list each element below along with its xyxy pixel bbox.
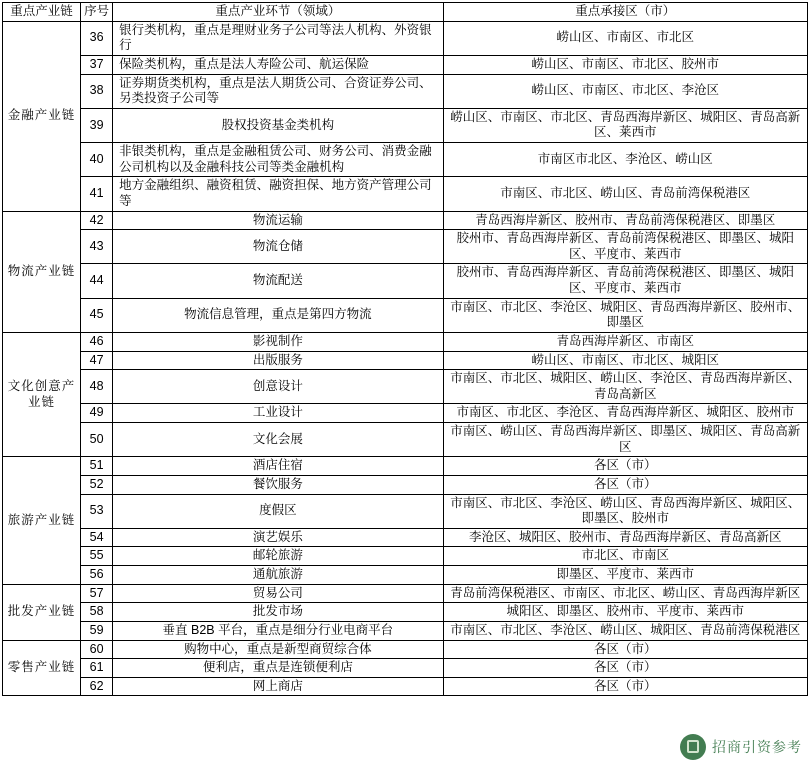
chain-cell: 物流产业链 — [3, 211, 81, 332]
watermark-text: 招商引资参考 — [712, 739, 802, 755]
link-cell: 创意设计 — [113, 370, 443, 404]
link-cell: 演艺娱乐 — [113, 528, 443, 547]
chain-cell: 旅游产业链 — [3, 457, 81, 584]
area-cell: 市南区、市北区、李沧区、崂山区、城阳区、青岛前湾保税港区 — [443, 621, 807, 640]
table-row — [3, 74, 808, 108]
area-cell: 青岛前湾保税港区、市南区、市北区、崂山区、青岛西海岸新区 — [443, 584, 807, 603]
area-cell: 市南区、市北区、李沧区、崂山区、青岛西海岸新区、城阳区、即墨区、胶州市 — [443, 494, 807, 528]
link-cell: 贸易公司 — [113, 584, 443, 603]
area-cell: 各区（市） — [443, 677, 807, 696]
seq-cell: 41 — [81, 177, 113, 211]
table-row — [3, 423, 808, 457]
table-row — [3, 177, 808, 211]
area-cell: 各区（市） — [443, 640, 807, 659]
link-cell: 购物中心，重点是新型商贸综合体 — [113, 640, 443, 659]
seq-cell: 45 — [81, 298, 113, 332]
area-cell: 各区（市） — [443, 475, 807, 494]
table-row — [3, 108, 808, 142]
seq-cell: 51 — [81, 457, 113, 476]
seq-cell: 59 — [81, 621, 113, 640]
seq-cell: 61 — [81, 659, 113, 678]
seq-cell: 42 — [81, 211, 113, 230]
area-cell: 崂山区、市南区、市北区、胶州市 — [443, 55, 807, 74]
seq-cell: 62 — [81, 677, 113, 696]
area-cell: 各区（市） — [443, 457, 807, 476]
area-cell: 崂山区、市南区、市北区 — [443, 21, 807, 55]
seq-cell: 60 — [81, 640, 113, 659]
seq-cell: 49 — [81, 404, 113, 423]
seq-cell: 52 — [81, 475, 113, 494]
table-row — [3, 55, 808, 74]
header-chain: 重点产业链 — [3, 3, 81, 22]
table-row — [3, 332, 808, 351]
header-area: 重点承接区（市） — [443, 3, 807, 22]
table-row — [3, 264, 808, 298]
table-row — [3, 21, 808, 55]
seq-cell: 53 — [81, 494, 113, 528]
table-row — [3, 621, 808, 640]
seq-cell: 37 — [81, 55, 113, 74]
table-body — [3, 21, 808, 696]
area-cell: 市南区、市北区、李沧区、城阳区、青岛西海岸新区、胶州市、即墨区 — [443, 298, 807, 332]
link-cell: 批发市场 — [113, 603, 443, 622]
link-cell: 物流运输 — [113, 211, 443, 230]
table-row — [3, 603, 808, 622]
area-cell: 即墨区、平度市、莱西市 — [443, 566, 807, 585]
link-cell: 工业设计 — [113, 404, 443, 423]
table-row — [3, 547, 808, 566]
chain-cell: 零售产业链 — [3, 640, 81, 696]
table-row — [3, 475, 808, 494]
link-cell: 银行类机构，重点是理财业务子公司等法人机构、外资银行 — [113, 21, 443, 55]
watermark-logo-icon — [680, 734, 706, 760]
header-seq: 序号 — [81, 3, 113, 22]
table-header-row — [3, 3, 808, 22]
link-cell: 文化会展 — [113, 423, 443, 457]
link-cell: 度假区 — [113, 494, 443, 528]
link-cell: 物流配送 — [113, 264, 443, 298]
link-cell: 垂直 B2B 平台，重点是细分行业电商平台 — [113, 621, 443, 640]
link-cell: 保险类机构，重点是法人寿险公司、航运保险 — [113, 55, 443, 74]
link-cell: 地方金融组织、融资租赁、融资担保、地方资产管理公司等 — [113, 177, 443, 211]
link-cell: 通航旅游 — [113, 566, 443, 585]
table-row — [3, 143, 808, 177]
industry-chain-table — [2, 2, 808, 696]
area-cell: 崂山区、市南区、市北区、李沧区 — [443, 74, 807, 108]
area-cell: 各区（市） — [443, 659, 807, 678]
link-cell: 物流信息管理，重点是第四方物流 — [113, 298, 443, 332]
table-row — [3, 659, 808, 678]
area-cell: 青岛西海岸新区、市南区 — [443, 332, 807, 351]
chain-cell: 批发产业链 — [3, 584, 81, 640]
seq-cell: 47 — [81, 351, 113, 370]
table-row — [3, 494, 808, 528]
link-cell: 便利店，重点是连锁便利店 — [113, 659, 443, 678]
seq-cell: 55 — [81, 547, 113, 566]
area-cell: 胶州市、青岛西海岸新区、青岛前湾保税港区、即墨区、城阳区、平度市、莱西市 — [443, 264, 807, 298]
seq-cell: 43 — [81, 230, 113, 264]
seq-cell: 57 — [81, 584, 113, 603]
link-cell: 证券期货类机构，重点是法人期货公司、合资证券公司、另类投资子公司等 — [113, 74, 443, 108]
area-cell: 市北区、市南区 — [443, 547, 807, 566]
link-cell: 影视制作 — [113, 332, 443, 351]
link-cell: 酒店住宿 — [113, 457, 443, 476]
seq-cell: 39 — [81, 108, 113, 142]
table-row — [3, 528, 808, 547]
chain-cell: 金融产业链 — [3, 21, 81, 211]
seq-cell: 50 — [81, 423, 113, 457]
seq-cell: 46 — [81, 332, 113, 351]
seq-cell: 40 — [81, 143, 113, 177]
seq-cell: 38 — [81, 74, 113, 108]
seq-cell: 56 — [81, 566, 113, 585]
table-row — [3, 677, 808, 696]
table-row — [3, 404, 808, 423]
link-cell: 物流仓储 — [113, 230, 443, 264]
link-cell: 股权投资基金类机构 — [113, 108, 443, 142]
link-cell: 邮轮旅游 — [113, 547, 443, 566]
watermark — [680, 734, 802, 760]
area-cell: 市南区、市北区、李沧区、青岛西海岸新区、城阳区、胶州市 — [443, 404, 807, 423]
seq-cell: 44 — [81, 264, 113, 298]
table-row — [3, 566, 808, 585]
seq-cell: 54 — [81, 528, 113, 547]
link-cell: 非银类机构，重点是金融租赁公司、财务公司、消费金融公司机构以及金融科技公司等类金融机构 — [113, 143, 443, 177]
table-row — [3, 457, 808, 476]
table-row — [3, 211, 808, 230]
seq-cell: 48 — [81, 370, 113, 404]
table-row — [3, 351, 808, 370]
chain-cell: 文化创意产业链 — [3, 332, 81, 456]
area-cell: 崂山区、市南区、市北区、城阳区 — [443, 351, 807, 370]
area-cell: 市南区、崂山区、青岛西海岸新区、即墨区、城阳区、青岛高新区 — [443, 423, 807, 457]
seq-cell: 36 — [81, 21, 113, 55]
header-link: 重点产业环节（领域） — [113, 3, 443, 22]
seq-cell: 58 — [81, 603, 113, 622]
area-cell: 市南区、市北区、崂山区、青岛前湾保税港区 — [443, 177, 807, 211]
area-cell: 胶州市、青岛西海岸新区、青岛前湾保税港区、即墨区、城阳区、平度市、莱西市 — [443, 230, 807, 264]
area-cell: 青岛西海岸新区、胶州市、青岛前湾保税港区、即墨区 — [443, 211, 807, 230]
table-row — [3, 298, 808, 332]
area-cell: 市南区、市北区、城阳区、崂山区、李沧区、青岛西海岸新区、青岛高新区 — [443, 370, 807, 404]
area-cell: 崂山区、市南区、市北区、青岛西海岸新区、城阳区、青岛高新区、莱西市 — [443, 108, 807, 142]
area-cell: 李沧区、城阳区、胶州市、青岛西海岸新区、青岛高新区 — [443, 528, 807, 547]
link-cell: 出版服务 — [113, 351, 443, 370]
link-cell: 餐饮服务 — [113, 475, 443, 494]
table-row — [3, 640, 808, 659]
table-row — [3, 584, 808, 603]
area-cell: 城阳区、即墨区、胶州市、平度市、莱西市 — [443, 603, 807, 622]
table-row — [3, 370, 808, 404]
table-row — [3, 230, 808, 264]
link-cell: 网上商店 — [113, 677, 443, 696]
area-cell: 市南区市北区、李沧区、崂山区 — [443, 143, 807, 177]
